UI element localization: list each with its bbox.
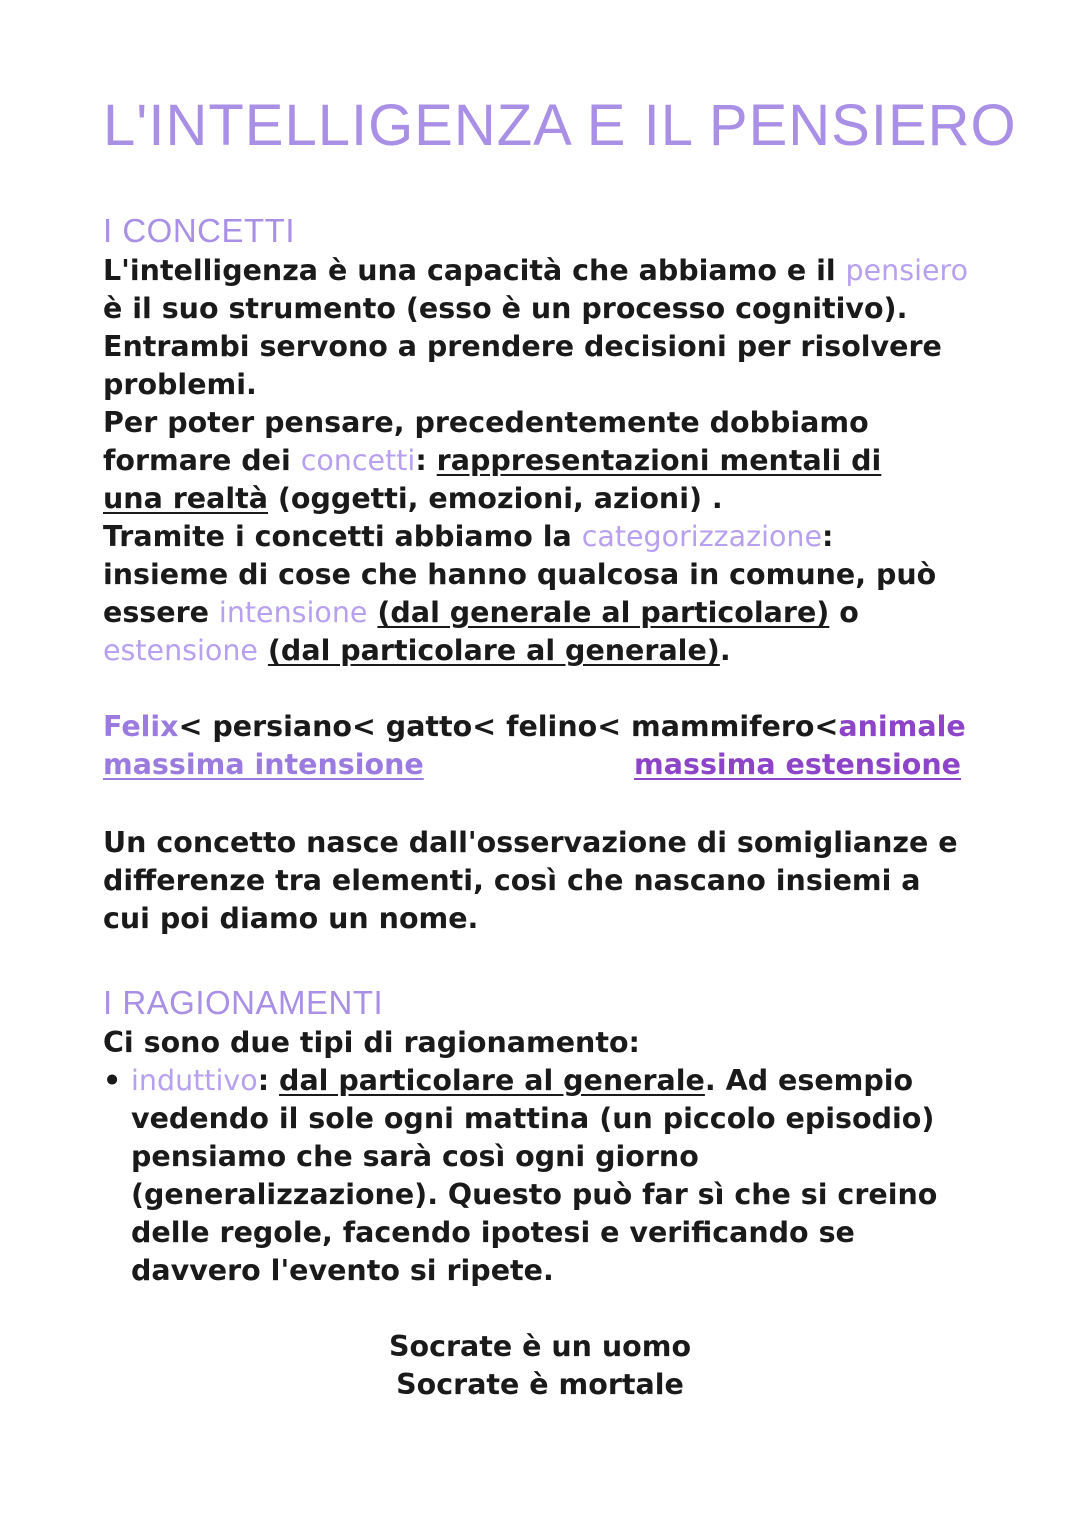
underlined-definition: dal particolare al generale — [279, 1064, 705, 1097]
text-line — [131, 1062, 981, 1100]
underlined-definition: una realtà — [103, 482, 268, 515]
text-line — [103, 632, 983, 670]
text-line — [103, 594, 983, 632]
text-span: : — [415, 444, 437, 477]
concept-chain — [103, 708, 983, 784]
text-line: insieme di cose che hanno qualcosa in comune, può — [103, 558, 937, 591]
chain-start-felix: Felix — [103, 710, 179, 743]
text-line: Socrate è un uomo — [388, 1330, 692, 1363]
underlined-definition: (dal generale al particolare) — [377, 596, 830, 629]
chain-middle: < persiano< gatto< felino< mammifero< — [178, 710, 839, 743]
text-span: . — [719, 634, 731, 667]
text-span: (oggetti, emozioni, azioni) . — [267, 482, 723, 515]
label-massima-estensione: massima estensione — [634, 748, 961, 781]
keyword-categorizzazione: categorizzazione — [581, 520, 823, 553]
text-line: Per poter pensare, precedentemente dobbiamo — [103, 406, 869, 439]
chain-end-animale: animale — [838, 710, 966, 743]
paragraph-categorizzazione — [103, 518, 983, 670]
text-span — [258, 634, 268, 667]
text-line: vedendo il sole ogni mattina (un piccolo episodio) — [131, 1102, 935, 1135]
keyword-intensione: intensione — [218, 596, 368, 629]
example-syllogism — [0, 1328, 1080, 1404]
text-span: o — [829, 596, 859, 629]
text-line: pensiamo che sarà così ogni giorno — [131, 1140, 699, 1173]
keyword-pensiero: pensiero — [845, 254, 969, 287]
paragraph-concetti — [103, 404, 983, 518]
text-line: cui poi diamo un nome. — [103, 902, 479, 935]
paragraph-intelligenza — [103, 252, 983, 404]
text-line: è il suo strumento (esso è un processo cognitivo). — [103, 292, 908, 325]
text-line: Socrate è mortale — [396, 1368, 684, 1401]
text-line: Entrambi servono a prendere decisioni per risolvere — [103, 330, 942, 363]
section-heading-concetti: I CONCETTI — [103, 212, 295, 249]
text-line: differenze tra elementi, così che nascano insiemi a — [103, 864, 921, 897]
text-line: (generalizzazione). Questo può far sì che si creino — [131, 1178, 938, 1211]
text-line — [103, 442, 983, 480]
underlined-definition: (dal particolare al generale) — [267, 634, 720, 667]
text-line: Ci sono due tipi di ragionamento: — [103, 1026, 640, 1059]
paragraph-intro-ragionamenti — [103, 1024, 983, 1062]
text-line — [103, 480, 983, 518]
bullet-icon: • — [103, 1064, 122, 1097]
keyword-induttivo: induttivo — [131, 1064, 258, 1097]
bullet-text — [131, 1062, 981, 1290]
text-span: L'intelligenza è una capacità che abbiamo e il — [103, 254, 846, 287]
page-title: L'INTELLIGENZA E IL PENSIERO — [103, 93, 1017, 158]
text-span — [367, 596, 377, 629]
underlined-definition: rappresentazioni mentali di — [436, 444, 882, 477]
text-span: : — [257, 1064, 280, 1097]
text-line: problemi. — [103, 368, 257, 401]
text-span: essere — [103, 596, 219, 629]
text-span: Tramite i concetti abbiamo la — [103, 520, 582, 553]
label-massima-intensione: massima intensione — [103, 748, 424, 781]
text-line: davvero l'evento si ripete. — [131, 1254, 554, 1287]
keyword-concetti: concetti — [300, 444, 416, 477]
keyword-estensione: estensione — [103, 634, 258, 667]
text-span: . Ad esempio — [704, 1064, 914, 1097]
text-line: Un concetto nasce dall'osservazione di somiglianze e — [103, 826, 958, 859]
text-span: formare dei — [103, 444, 301, 477]
text-line — [103, 518, 983, 556]
text-span: : — [822, 520, 834, 553]
paragraph-nascita-concetto — [103, 824, 983, 938]
text-line: delle regole, facendo ipotesi e verificando se — [131, 1216, 855, 1249]
chain-line — [103, 708, 983, 746]
section-heading-ragionamenti: I RAGIONAMENTI — [103, 984, 384, 1021]
text-line — [103, 252, 983, 290]
